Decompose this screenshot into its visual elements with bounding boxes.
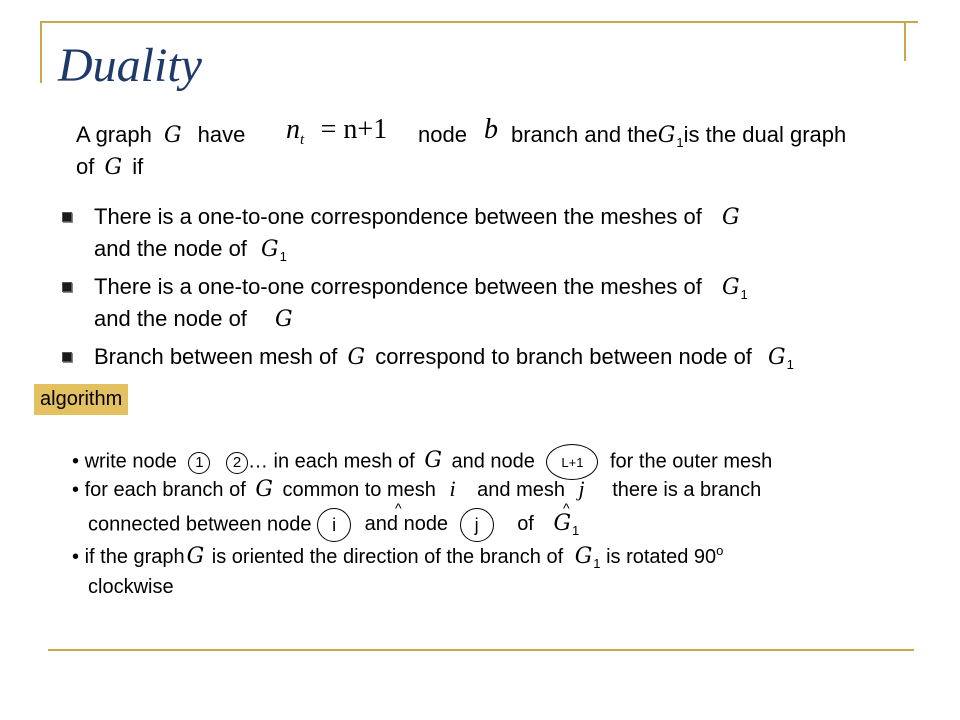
mesh-i-symbol: i xyxy=(449,476,456,501)
dual-graph-symbol: G xyxy=(657,123,676,148)
node-j-circle xyxy=(460,508,494,542)
subscript-1: 1 xyxy=(593,556,601,571)
subscript-1: 1 xyxy=(572,523,580,539)
page-title: Duality xyxy=(58,39,202,92)
step-text: for each branch of xyxy=(84,479,246,501)
node-i-circle xyxy=(317,508,351,542)
bullet-text: There is a one-to-one correspondence between the meshes of xyxy=(94,204,702,229)
intro-text: branch and the xyxy=(511,122,658,147)
step-text: in each mesh of xyxy=(273,450,415,473)
graph-symbol: G xyxy=(186,544,205,569)
graph-symbol: G xyxy=(424,448,442,474)
step-3-continued: clockwise xyxy=(88,576,174,598)
step-text: is rotated 90 xyxy=(606,546,717,568)
bullet-1-line-2 xyxy=(94,236,287,262)
subscript-1: 1 xyxy=(676,135,684,150)
ellipsis: … xyxy=(247,450,268,473)
intro-text: is the dual graph xyxy=(683,122,847,147)
intro-text: have xyxy=(197,122,246,147)
bullet-marker xyxy=(62,352,72,362)
bullet-dot: • xyxy=(72,479,80,501)
graph-symbol: G xyxy=(104,155,123,180)
frame-left-line xyxy=(40,21,42,83)
subscript-1: 1 xyxy=(786,357,794,372)
bullet-2-line-1 xyxy=(94,274,748,300)
bullet-text: and the node of xyxy=(94,236,247,261)
subscript-1: 1 xyxy=(279,249,287,264)
bullet-text: and the node of xyxy=(94,306,247,331)
bullet-3-line-1 xyxy=(94,344,794,370)
bullet-2-line-2 xyxy=(94,306,293,332)
intro-text: node xyxy=(418,122,467,147)
bullet-text: Branch between mesh of xyxy=(94,344,338,369)
algorithm-label: algorithm xyxy=(34,384,128,415)
bullet-marker xyxy=(62,282,72,292)
step-text: common to mesh xyxy=(282,479,436,501)
bullet-text: There is a one-to-one correspondence between the meshes of xyxy=(94,274,702,299)
outer-node-label: L+1 xyxy=(561,454,584,470)
intro-text: if xyxy=(132,154,144,179)
node-i-hat: ^ xyxy=(395,500,402,516)
node-count-formula xyxy=(286,114,387,146)
step-text: and mesh xyxy=(477,479,565,501)
dual-graph-symbol: G xyxy=(553,511,572,537)
step-2 xyxy=(72,476,761,502)
step-text: and node xyxy=(451,450,535,473)
graph-symbol: G xyxy=(721,205,740,230)
dual-graph-symbol: G xyxy=(261,237,279,262)
formula-equation: = n+1 xyxy=(320,114,388,145)
step-text: and node xyxy=(364,513,449,536)
step-text: is oriented the direction of the branch of xyxy=(211,546,564,568)
frame-top-line xyxy=(40,21,918,23)
formula-n: n xyxy=(286,114,300,145)
node-label: i xyxy=(332,514,337,535)
frame-bottom-line xyxy=(48,649,914,651)
graph-symbol: G xyxy=(255,477,273,502)
bullet-dot: • xyxy=(72,546,80,568)
graph-symbol: G xyxy=(275,307,293,332)
step-3 xyxy=(72,544,723,569)
graph-symbol: G xyxy=(347,345,366,370)
subscript-1: 1 xyxy=(740,287,748,302)
step-text: write node xyxy=(84,450,177,473)
branch-symbol-b: b xyxy=(484,114,498,145)
graph-symbol: G xyxy=(163,123,182,148)
step-text: there is a branch xyxy=(612,479,762,501)
bullet-marker xyxy=(62,212,72,222)
intro-text: A graph xyxy=(76,122,152,147)
step-text: if the graph xyxy=(84,546,185,568)
step-2-continued xyxy=(88,508,579,542)
intro-line-2 xyxy=(76,154,143,180)
outer-node-circle xyxy=(546,444,598,480)
intro-line-1 xyxy=(76,122,245,148)
degree-superscript: o xyxy=(716,543,724,558)
step-text: for the outer mesh xyxy=(610,450,773,473)
intro-line-1-end xyxy=(511,122,846,148)
bullet-text: correspond to branch between node of xyxy=(375,344,752,369)
bullet-1-line-1 xyxy=(94,204,740,230)
dual-graph-symbol: G xyxy=(721,275,740,300)
node-label: j xyxy=(474,514,479,535)
dual-graph-symbol: G xyxy=(574,544,593,569)
step-text: connected between node xyxy=(88,513,312,536)
formula-t: t xyxy=(300,132,305,148)
step-1 xyxy=(72,444,772,480)
mesh-j-symbol: j xyxy=(578,476,585,501)
dual-graph-symbol: G xyxy=(768,345,786,370)
node-1-circle xyxy=(188,452,210,474)
node-label: 2 xyxy=(232,454,242,472)
node-2-circle xyxy=(226,452,248,474)
step-text: of xyxy=(517,513,534,536)
bullet-dot: • xyxy=(72,450,80,473)
node-label: 1 xyxy=(195,454,204,472)
frame-right-line xyxy=(904,21,906,61)
intro-text: of xyxy=(76,154,95,179)
node-j-hat: ^ xyxy=(563,500,570,516)
